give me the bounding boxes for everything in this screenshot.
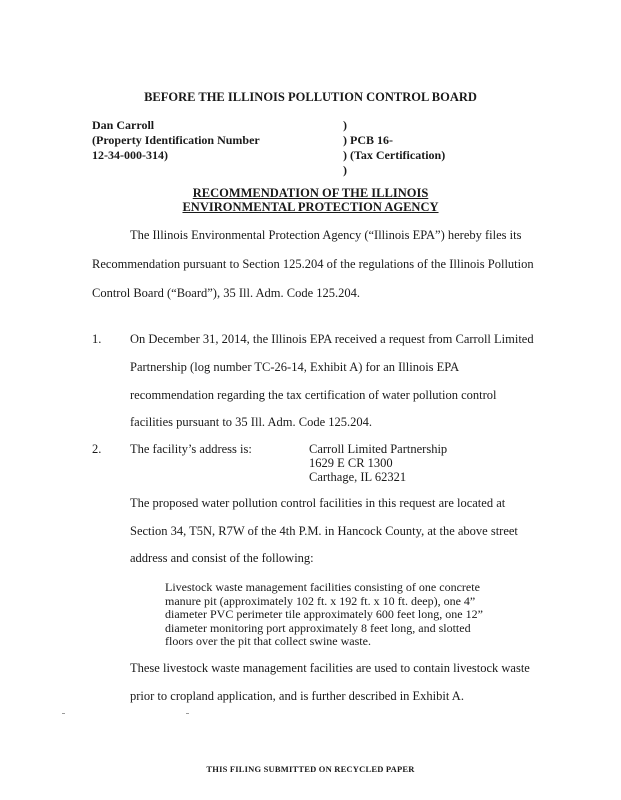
- caption-petitioner: [92, 118, 260, 163]
- intro-line: The Illinois Environmental Protection Agency (“Illinois EPA”) hereby files its: [130, 228, 522, 242]
- address-line: Carroll Limited Partnership: [309, 442, 448, 456]
- intro-line: Control Board (“Board”), 35 Ill. Adm. Code 125.204.: [92, 286, 361, 300]
- document-heading: [0, 186, 621, 214]
- item2-para-line: The proposed water pollution control facilities in this request are located at: [130, 496, 506, 510]
- case-type: ) (Tax Certification): [343, 148, 446, 162]
- scan-speck: [186, 713, 189, 714]
- case-number: ) PCB 16-: [343, 133, 393, 147]
- item1-line: facilities pursuant to 35 Ill. Adm. Code 125.204.: [130, 415, 372, 429]
- intro-line: Recommendation pursuant to Section 125.204 of the regulations of the Illinois Pollution: [92, 257, 534, 271]
- address-line: Carthage, IL 62321: [309, 470, 407, 484]
- scan-speck: [62, 713, 65, 714]
- caption-bracket: ): [343, 118, 347, 132]
- item1-line: recommendation regarding the tax certification of water pollution control: [130, 388, 497, 402]
- property-id-label: (Property Identification Number: [92, 133, 260, 147]
- facility-address: [309, 442, 447, 484]
- item2-closing-line: prior to cropland application, and is further described in Exhibit A.: [130, 689, 464, 703]
- board-title: BEFORE THE ILLINOIS POLLUTION CONTROL BOARD: [144, 90, 477, 104]
- address-line: 1629 E CR 1300: [309, 456, 393, 470]
- item2-closing-line: These livestock waste management facilities are used to contain livestock waste: [130, 661, 530, 675]
- property-id-number: 12-34-000-314): [92, 148, 168, 162]
- facility-description: Livestock waste management facilities consisting of one concrete manure pit (approximately 102 ft. x 192 ft. x 10 ft. deep), one 4” diameter PVC perimeter tile approximately 600 feet long, one 12” diameter monitoring port approximately 8 feet long, and slotted floors over the pit that collect swine waste.: [165, 580, 483, 649]
- caption-case: [343, 118, 445, 178]
- caption-bracket: ): [343, 163, 347, 177]
- item2-para-line: address and consist of the following:: [130, 551, 314, 565]
- item1-line: On December 31, 2014, the Illinois EPA received a request from Carroll Limited: [130, 332, 534, 346]
- item1-line: Partnership (log number TC-26-14, Exhibit A) for an Illinois EPA: [130, 360, 460, 374]
- recycled-paper-footer: THIS FILING SUBMITTED ON RECYCLED PAPER: [206, 764, 415, 774]
- item-number: 1.: [92, 332, 102, 346]
- facility-address-label: The facility’s address is:: [130, 442, 252, 456]
- item2-para-line: Section 34, T5N, R7W of the 4th P.M. in Hancock County, at the above street: [130, 524, 518, 538]
- item-number: 2.: [92, 442, 102, 456]
- petitioner-name: Dan Carroll: [92, 118, 155, 132]
- heading-line: RECOMMENDATION OF THE ILLINOIS: [192, 186, 429, 200]
- heading-line: ENVIRONMENTAL PROTECTION AGENCY: [182, 200, 439, 214]
